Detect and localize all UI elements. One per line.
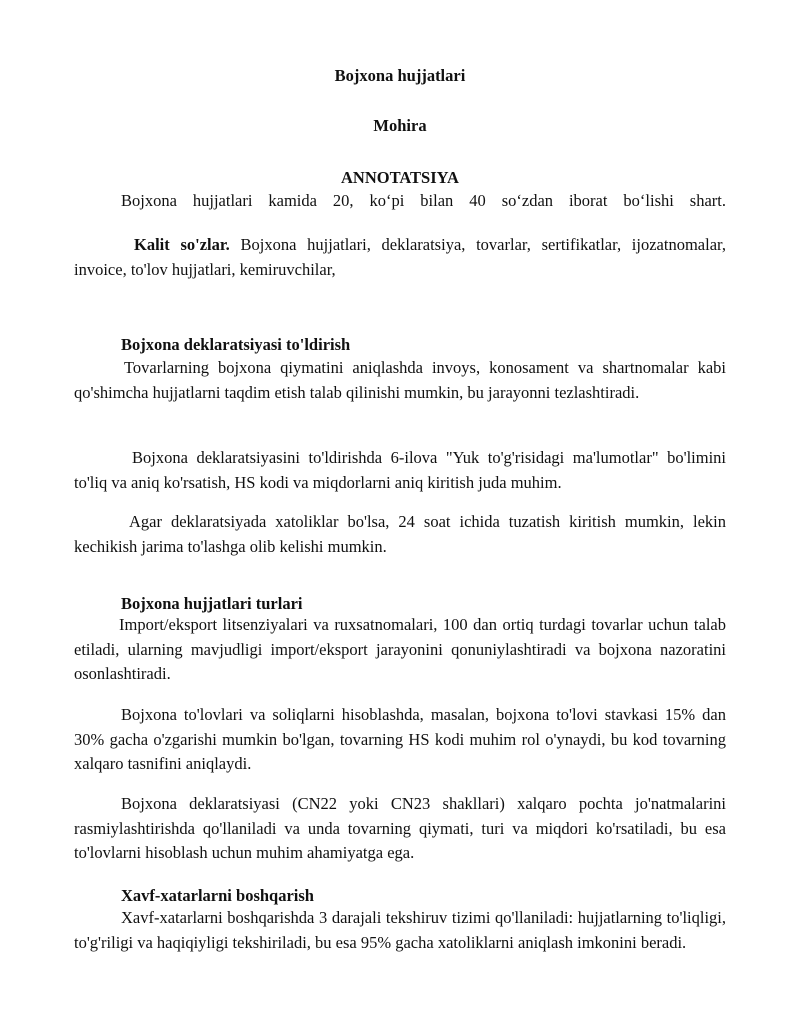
paragraph: Tovarlarning bojxona qiymatini aniqlashda invoys, konosament va shartnomalar kabi qo'shimcha hujjatlarni taqdim etish talab qilinishi mumkin, bu jarayonni tezlashtiradi. (74, 358, 726, 402)
author-name: Mohira (373, 116, 427, 135)
keywords-paragraph (74, 233, 726, 282)
section-heading: Xavf-xatarlarni boshqarish (121, 886, 314, 905)
keywords-text: Bojxona hujjatlari, deklaratsiya, tovarlar, sertifikatlar, ijozatnomalar, invoice, to'lov hujjatlari, kemiruvchilar, (74, 235, 726, 279)
section-heading: Bojxona deklaratsiyasi to'ldirish (121, 335, 351, 354)
paragraph: Bojxona to'lovlari va soliqlarni hisoblashda, masalan, bojxona to'lovi stavkasi 15% dan 30% gacha o'zgarishi mumkin bo'lgan, tovarning HS kodi muhim rol o'ynaydi, bu kod tovarning xalqaro tasnifini aniqlaydi. (74, 705, 726, 773)
paragraph: Import/eksport litsenziyalari va ruxsatnomalari, 100 dan ortiq turdagi tovarlar uchun talab etiladi, ularning mavjudligi import/eksport jarayonini qonuniylashtiradi va bojxona nazoratini osonlashtiradi. (74, 615, 726, 683)
document-title: Bojxona hujjatlari (334, 66, 466, 85)
annotation-heading: ANNOTATSIYA (341, 168, 459, 187)
paragraph: Agar deklaratsiyada xatoliklar bo'lsa, 24 soat ichida tuzatish kiritish mumkin, lekin kechikish jarima to'lashga olib kelishi mumkin. (74, 512, 726, 556)
paragraph: Bojxona deklaratsiyasi (CN22 yoki CN23 shakllari) xalqaro pochta jo'natmalarini rasmiylashtirishda qo'llaniladi va unda tovarning qiymati, turi va miqdori ko'rsatiladi, bu esa to'lovlarni hisoblash uchun muhim ahamiyatga ega. (74, 794, 726, 862)
keywords-label: Kalit so'zlar. (134, 235, 230, 254)
annotation-text: Bojxona hujjatlari kamida 20, ko‘pi bilan 40 so‘zdan iborat bo‘lishi shart. (121, 191, 726, 210)
paragraph: Xavf-xatarlarni boshqarishda 3 darajali tekshiruv tizimi qo'llaniladi: hujjatlarning to'liqligi, to'g'riligi va haqiqiyligi tekshiriladi, bu esa 95% gacha xatoliklarni aniqlash imkonini beradi. (74, 908, 726, 952)
paragraph: Bojxona deklaratsiyasini to'ldirishda 6-ilova "Yuk to'g'risidagi ma'lumotlar" bo'limini to'liq va aniq ko'rsatish, HS kodi va miqdorlarni aniq kiritish juda muhim. (74, 448, 726, 492)
section-heading: Bojxona hujjatlari turlari (121, 594, 303, 613)
